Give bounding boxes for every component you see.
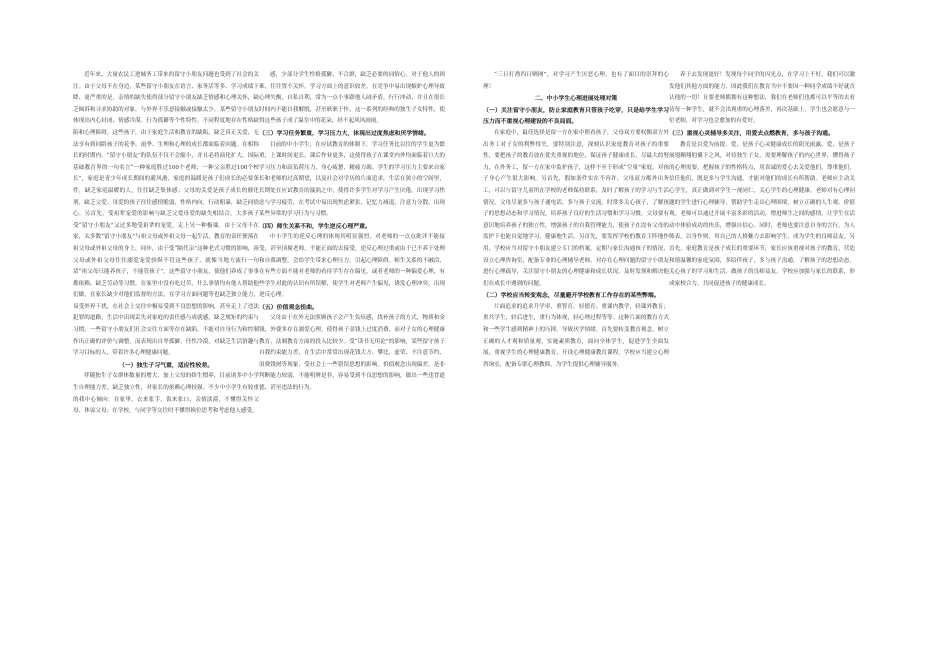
paragraph: 教育是以爱为前提，爱，是孩子心灵健康成长的阳光雨露，爱，是孩子展翅翱翔的翼下之风，对待独生子女，需要理解孩子的内心世界，懂得孩子的心理需要，把握孩子的性格特点，用真诚的爱心去关爱他们，尊重他们，信任他们，既是多与学生沟通，才能对他们的成长有所帮助。老师应主动关心学生，真正做到对学生一视同仁，关心学生的心理健康。老师对有心理问题的学生进行心理辅导，帮助学生走出心理困境，树立正确的人生观、价值观。老师可以通过开展丰富多彩的活动，增进师生之间的感情，让学生在活动中体验成功的快乐，增强自信心。同时，老师也要注意自身的言行，为人师表，以身作则，用自己的人格魅力去影响学生，成为学生的良师益友。另首先，家庭教育是孩子成长的重要环节，家长应该重视对孩子的教育，营造和谐温馨的家庭氛围，多陪伴孩子，多与孩子沟通，了解孩子的思想动态，关心孩子的学习和生活，做孩子的良师益友。学校应加强与家长的联系，形成家校合力，共同促进孩子的健康成长。 [669, 141, 855, 287]
paragraph: 片面追求的追求升学率，重智育、轻德育；重课内教学，轻课外教育；重共学生，轻后进生，重行为体现，轻心理过程等等。这种片面的教育方式和一些学生感到精神上的压抑，导致厌学情绪。首先要转变教育观念，树立正确的人才观和质量观，实施素质教育，面向全体学生，促进学生全面发展，重视学生的心理健康教育，开设心理健康教育课程，学校应当建立心理咨询室，配备专职心理教师，为学生提供心理辅导服务。 [483, 303, 669, 368]
section-heading: （一）独生子习气重，适应性较差。 [118, 361, 214, 369]
paragraph: 近年来，大量农民工进城务工带来的留守小朋友问题也受到了社会的关注。由于父母不在身边，某些留守小朋友在语言、家务活等多、学习成绩下降、更严重的是，亲情的缺失使得部分留守小朋友缺乏情感和心理关怀，缺乏倾诉和寻求协助的对象，与外界不乐意接触或接触太少，某些留守小朋友体现出内心封闭、情感冷漠、行为孤僻等个性特性。不同程度地存在性格缺陷和心理障碍。这些孩子，由于家庭生活和教育的缺陷，缺乏真正关爱，无法享有到同龄孩子的花季、雨季、生理和心理的成长都面临着问题。在相称长的时期内，“留守小朋友”旳队伍不仅不会缩小，并且必将演化扩大。国际基础教育界的一句名言“一种家庭胜过100个老师；一种父亲胜过100个校长”，家庭是青少年成长期间的避风港，家庭的温暖是孩子们成长的必要条件，缺乏家庭温暖的人，往往缺乏集体感；父母的关爱是孩子成长的催化剂，缺乏父爱、母爱的孩子往往感情脆弱、性格内向、行动粗暴，缺乏同情心。另首先，受祖辈宠爱的影响与缺乏父爱母爱的缺失相结合，大多孩子受“留守小朋友”又过多地受祖辈的宠爱，走上另一种极端。由于父母不在家，太多数“留守小朋友”与祖父母或外祖父母一起生活，教育的责任便落在祖父母或外祖父母的身上，同步，由于受“隔代亲”这种老式习惯的影响，祖父母或外祖父母往往溺爱宠爱骄纵不管这些孩子，就像当地方流行一句话“祖父母只能养孩子，不能管孩子”，这些留守小朋友，使他们养成了事事都依赖、缺乏劳动等习惯，在家里中没有吃过苦，什么事情均有他人帮助他们做，在家长缺少对他们监督的方法，在学习方面问题等也缺乏独立能力，易受外界干扰，在社会上交往中极易受到不良思想的影响，甚至走上了违法犯罪的道路，生活中出现丢失对家庭的责任感与成就感，缺乏规矩的约束与习惯，一些留守小朋友们社会交往方面等存在缺陷，不能对自身行为和控制作出正确的评价与调整，而表现出自卑孤僻、任性冷漠，对缺乏生活情趣与学习目标的人，带着许多心理健康问题。 [73, 72, 259, 357]
paragraph: 父母由于在外无法照顾孩子会产生负疚感，找补孩子的方式，物质和金钱，外婆多存在溺爱心理，使得孩子金钱上过度消费，而对子女的心理健康教育、法制教育方面的投入比较少。受“读书无用论”的影响，某些留守孩子自我约束能力差，在生活中常常出现花钱大方、攀比、虚荣、不注意节约、浪费钱财等现象，受社会上一些错误思想的影响，价值观念出现偏差，是非判断能力较弱，不能明辨是非，容易受到不良思想的影响，做出一些违背道德、甚至违法的行为。 [259, 315, 445, 392]
paragraph: 在家庭中，最佳选择是留一方在家中照看孩子。父母双方要权衡双方外出务工对子女的利弊得失，要特别注意，深刻认识家庭教育对孩子的重要性，要把孩子的教育放在优先重视的地位，保证孩子健康成长，尽最大的努力，在外务工，留一方在家中监护孩子，这样不至于形成“空巢”家庭。对孩子身心产生很大影响。另首先，假如条件实在不容许，父母双方都外出务工，可以与留守儿童所在学校的老师保持联系，及时了解孩子的学习与生活情况，父母尽量多与孩子通电话，多与孩子交流，时常多关心孩子，了解孩子的思想动态和学习情况，培养孩子良好的生活习惯和学习习惯，父母要有意识地培养孩子的独立性，增强孩子的自我管理能力，使孩子在没有父母的监护下也能自觉地学习，健康地生活。另首先，要发挥学校的教育主阵地作用，学校应当对留守小朋友建立专门的档案，定期与家长沟通孩子的情况，设立心理咨询室，配备专业的心理辅导老师，对存在心理问题的留守小朋友进行心理疏导，关注留守小朋友的心理健康和成长状况，及时发现和解决他们在成长中遇到的问题。 [483, 129, 669, 287]
text-column-2 [259, 70, 445, 630]
paragraph: 目前的中小学生，在应试教育的体制下，学习任务比以往的学生更为繁重，上课时间更长，课后作业更多，这使得孩子在课堂内外均面临着巨大的学习压力和高负荷压力，身心疲惫，精疲力竭。学生的学习压力主要来自家长和老师的过高期望，以及社会对学历的片面追求，生活在狭小的空间里，长期处在应试教育的漩涡之中，使得许多学生对学习产生厌倦，出现学习焦虑与学习疲劳，在考试中易出现焦虑紧张，记忆力减退，注意力分散，出现某些异常的学习行为与习惯。 [259, 141, 445, 218]
section-heading: 二、中小学生心理进展处理对策 [534, 95, 618, 103]
paragraph: 感，少部分学生性格孤僻、不合群，缺乏必要的同情心，对于他人的困难，往往置不关怀，学习方面上的意识较差，在竞争中易出现嫉妒心理导致心理失衡，自私自利，常为一点小事跟他人闹矛盾，行行冲动，并且在很长时间内不能自我解脱，甚至耿耿于怀，这一系列的经典的独生子女特性，使得这些孩子成了温室中的花朵，经不起风风雨雨。 [259, 72, 445, 125]
paragraph: 中小学生的逆反心理的体现其明显强烈，对老师的一点点批评不能接受，甚至顶撞老师，不能正面的去接受，逆反心理过重或由于已不养于处理和自我调整，会给学生带来心理压力，引起心理障碍。师生关系的不融洽，在有些方面不能对老师的看待学生存在偏见，或者老师的一种偏爱心理，有些学生对此的认识有所误解，使学生对老师产生偏见，诱发心理冲突，出现逆反心理。 [259, 234, 445, 299]
section-heading: （三）重视心灵辅导多关注，用爱去点燃教育，多与孩子沟通。 [669, 129, 834, 137]
section-heading: （四）师生关系不和，学生逆反心理严重。 [259, 222, 371, 230]
section-heading: （二）学校应当转变观念，尽量避开学校教育工作存在的某些弊端。 [483, 292, 660, 300]
section-heading: （五）价值观念扭曲。 [259, 303, 318, 311]
text-column-4 [669, 70, 855, 630]
paragraph: 养于去发现更好！发现每个同学的闪光点，在学习上不好，我们可以激发他们其他方面的能力，因此我们在教育当中不要因一种同学成绩不好就否认他的一切！且要老师都拥有这种想法，我们在老师们也都可以平等的去看待每一种学生，就不会出现重的心理落差，再次基础上，学生也会愿意与一位老师，对学习也会愈加的有爱好。 [669, 72, 855, 125]
paragraph: 伴随独生子女群体数量的增大，加上父母的娇生惯养，目前诸多中小学生自理能力差，缺乏独立性，对家长的依赖心理较强。不少中小学生有较重的我中心倾向：在家里，衣来张手，饭来张口，亲情淡漠，不懂得关怀父母、体谅父母；在学校，与同学等交往时不懂得换位思考和考虑他人感受。 [73, 373, 259, 415]
text-column-3 [483, 70, 669, 630]
paragraph: “三日打渔四日晒网”，对学习产生厌恶心理，也有了面目的崇拜的心理！ [483, 72, 669, 90]
text-column-1 [73, 70, 259, 630]
section-heading: （三）学习任务繁重，学习压力大，体现出过度焦虑和厌学情绪。 [259, 129, 430, 137]
section-heading: （一）关注留守小朋友，防止家庭教育只管孩子吃穿，只是给学生学习压力而不重视心理建设的不良局面。 [483, 106, 669, 126]
